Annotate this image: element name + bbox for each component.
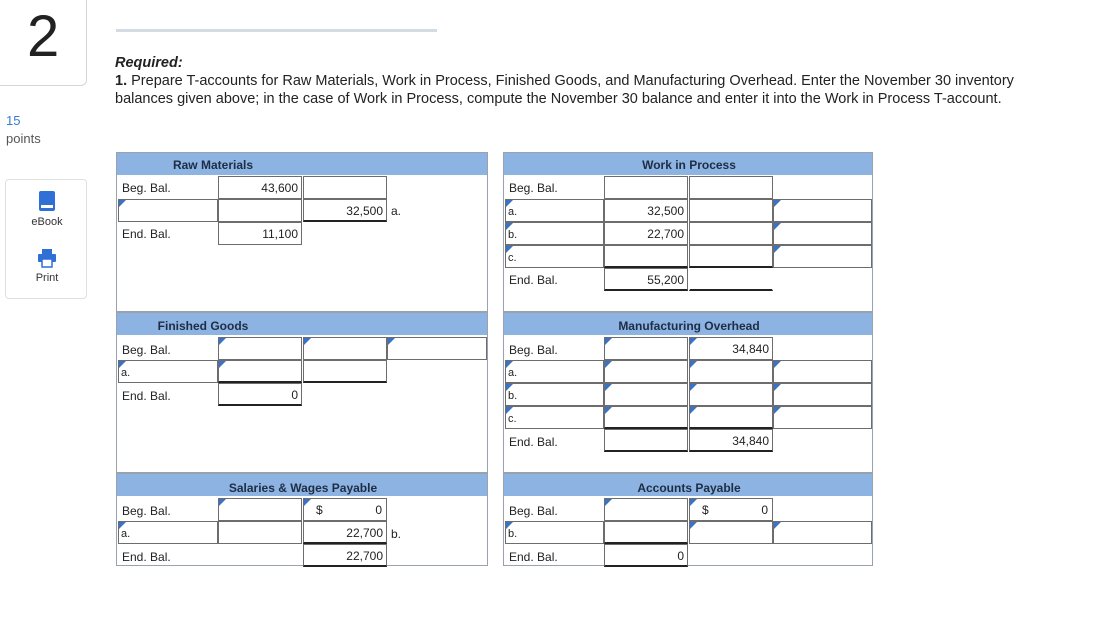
row-label-input[interactable]: [505, 245, 604, 268]
t-account-work-in-process: [503, 152, 873, 312]
row-label: a.: [508, 206, 518, 218]
debit-input[interactable]: [604, 498, 688, 521]
ebook-label: eBook: [31, 216, 63, 228]
currency-symbol: $: [702, 503, 709, 517]
row-label-input[interactable]: [505, 222, 604, 245]
credit-label-input[interactable]: [387, 337, 487, 360]
credit-label-input[interactable]: [773, 406, 872, 429]
debit-input[interactable]: [604, 245, 688, 268]
row-label: End. Bal.: [122, 227, 171, 241]
row-label: End. Bal.: [122, 550, 171, 564]
row-label: Beg. Bal.: [122, 181, 171, 195]
row-label-input[interactable]: [118, 199, 218, 222]
credit-label-input[interactable]: [773, 521, 872, 544]
debit-input[interactable]: [218, 360, 302, 383]
row-label-input[interactable]: [505, 383, 604, 406]
debit-input[interactable]: [218, 337, 302, 360]
account-title: Salaries & Wages Payable: [228, 481, 378, 495]
t-account-raw-materials: [116, 152, 488, 312]
debit-input[interactable]: [604, 521, 688, 544]
credit-input[interactable]: [303, 498, 387, 521]
account-title: Work in Process: [642, 158, 736, 172]
debit-input[interactable]: [218, 498, 302, 521]
ebook-icon: [38, 190, 56, 212]
print-label: Print: [35, 272, 59, 284]
row-label: Beg. Bal.: [509, 343, 558, 357]
credit-input[interactable]: [689, 406, 773, 429]
t-account-finished-goods: [116, 312, 488, 473]
debit-input[interactable]: 43,600: [218, 176, 302, 199]
row-label: c.: [508, 413, 517, 425]
credit-row-label: b.: [391, 527, 402, 541]
credit-input[interactable]: 22,700: [303, 544, 387, 567]
row-label-input[interactable]: [118, 521, 218, 544]
divider: [116, 29, 437, 32]
row-label-input[interactable]: [505, 199, 604, 222]
credit-label-input[interactable]: [773, 245, 872, 268]
credit-value: 0: [375, 503, 382, 517]
credit-input[interactable]: [303, 360, 387, 383]
row-label: b.: [508, 229, 518, 241]
account-title: Accounts Payable: [637, 481, 741, 495]
credit-row-label: a.: [391, 204, 402, 218]
ebook-button[interactable]: [6, 190, 88, 228]
tools-panel: [5, 179, 87, 299]
credit-input[interactable]: 34,840: [689, 337, 773, 360]
question-number-box: [0, 0, 87, 86]
credit-input[interactable]: [303, 176, 387, 199]
row-label-input[interactable]: [505, 360, 604, 383]
credit-input[interactable]: [689, 268, 773, 291]
debit-input[interactable]: 0: [604, 544, 688, 567]
row-label: End. Bal.: [509, 435, 558, 449]
question-number: 2: [27, 4, 60, 69]
points-label: points: [6, 131, 41, 146]
credit-label-input[interactable]: [773, 383, 872, 406]
account-title: Manufacturing Overhead: [618, 319, 760, 333]
points-value: 15: [6, 113, 21, 128]
debit-input[interactable]: 32,500: [604, 199, 688, 222]
print-icon: [37, 248, 57, 268]
t-account-accounts-payable: [503, 473, 873, 566]
t-account-salaries-wages-payable: [116, 473, 488, 566]
debit-input[interactable]: [604, 337, 688, 360]
debit-input[interactable]: [604, 383, 688, 406]
debit-input[interactable]: [604, 406, 688, 429]
row-label: a.: [121, 528, 131, 540]
credit-input[interactable]: [689, 498, 773, 521]
credit-input[interactable]: [689, 199, 773, 222]
debit-input[interactable]: [604, 360, 688, 383]
debit-input[interactable]: 0: [218, 383, 302, 406]
currency-symbol: $: [316, 503, 323, 517]
print-button[interactable]: [6, 248, 88, 284]
credit-label-input[interactable]: [773, 360, 872, 383]
credit-label-input[interactable]: [773, 222, 872, 245]
row-label: Beg. Bal.: [509, 181, 558, 195]
instructions: [115, 54, 1075, 108]
debit-input[interactable]: 22,700: [604, 222, 688, 245]
instruction-text: Prepare T-accounts for Raw Materials, Work in Process, Finished Goods, and Manufacturing Overhead. Enter the November 30 inventory balances given above; in the case of Work in Process, compute the November 30 balance and enter it into the Work in Process T-account.: [115, 73, 1014, 107]
row-label: a.: [121, 367, 131, 379]
t-account-manufacturing-overhead: [503, 312, 873, 473]
credit-input[interactable]: 22,700: [303, 521, 387, 544]
instructions-title: Required:: [115, 55, 183, 71]
row-label: b.: [508, 390, 518, 402]
account-title: Finished Goods: [157, 319, 249, 333]
instruction-number: 1.: [115, 73, 128, 89]
credit-input[interactable]: 32,500: [303, 199, 387, 222]
row-label-input[interactable]: [505, 406, 604, 429]
credit-input[interactable]: 34,840: [689, 429, 773, 452]
debit-input[interactable]: [218, 521, 302, 544]
row-label: a.: [508, 367, 518, 379]
credit-input[interactable]: [303, 337, 387, 360]
debit-input[interactable]: [604, 176, 688, 199]
credit-value: 0: [761, 503, 768, 517]
debit-input[interactable]: 55,200: [604, 268, 688, 291]
credit-input[interactable]: [689, 245, 773, 268]
row-label-input[interactable]: [505, 521, 604, 544]
credit-label-input[interactable]: [773, 199, 872, 222]
debit-input[interactable]: 11,100: [218, 222, 302, 245]
credit-input[interactable]: [689, 521, 773, 544]
row-label: End. Bal.: [509, 273, 558, 287]
row-label: b.: [508, 528, 518, 540]
credit-input[interactable]: [689, 383, 773, 406]
debit-input[interactable]: [604, 429, 688, 452]
row-label: End. Bal.: [122, 389, 171, 403]
credit-input[interactable]: [689, 222, 773, 245]
credit-input[interactable]: [689, 176, 773, 199]
account-title: Raw Materials: [172, 158, 254, 172]
debit-input[interactable]: [218, 199, 302, 222]
row-label-input[interactable]: [118, 360, 218, 383]
credit-input[interactable]: [689, 360, 773, 383]
row-label: Beg. Bal.: [122, 343, 171, 357]
row-label: Beg. Bal.: [509, 504, 558, 518]
row-label: c.: [508, 252, 517, 264]
row-label: End. Bal.: [509, 550, 558, 564]
row-label: Beg. Bal.: [122, 504, 171, 518]
